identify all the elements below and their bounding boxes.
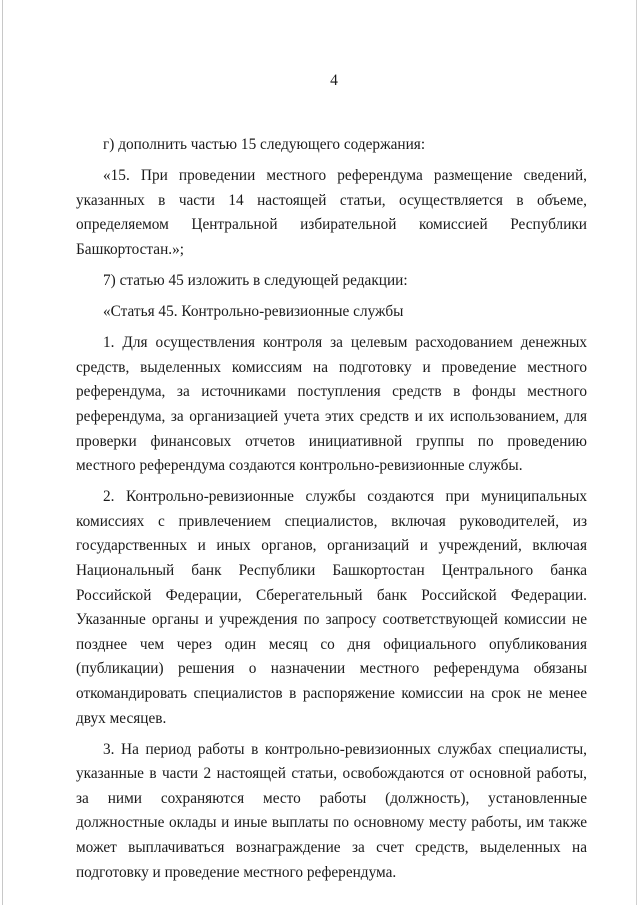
scan-edge-left [2,0,3,905]
paragraph-article-45-part-3: 3. На период работы в контрольно-ревизионных службах специалисты, указанные в части 2 настоящей статьи, освобождаются от основной работы, за ними сохраняются место работы (должность), установленные должностные оклады и иные выплаты по основному месту работы, им также может выплачиваться вознаграждение за счет средств, выделенных на подготовку и проведение местного референдума. [76,740,587,881]
page-number: 4 [330,72,338,89]
paragraph-amendment-g: г) дополнить частью 15 следующего содержания: [103,136,426,153]
paragraph-part-15: «15. При проведении местного референдума размещение сведений, указанных в части 14 настоящей статьи, осуществляется в объеме, определяемом Центральной избирательной комиссией Республики Башкортостан.»; [76,167,587,258]
scan-edge-right [636,0,637,905]
paragraph-article-45-part-1: 1. Для осуществления контроля за целевым расходованием денежных средств, выделенных комиссиям на подготовку и проведение местного референдума, за источниками поступления средств в фонды местного референдума, за организацией учета этих средств и их использованием, для проверки финансовых отчетов инициативной группы по проведению местного референдума создаются контрольно-ревизионные службы. [76,334,587,475]
paragraph-item-7: 7) статью 45 изложить в следующей редакции: [103,271,408,289]
paragraph-article-45-part-2: 2. Контрольно-ревизионные службы создаются при муниципальных комиссиях с привлечением специалистов, включая руководителей, из государственных и иных органов, организаций и учреждений, включая Национальный банк Республики Башкортостан Центрального банка Российской Федерации, Сберегательный банк Российской Федерации. Указанные органы и учреждения по запросу соответствующей комиссии не позднее чем через один месяц со дня официального опубликования (публикации) решения о назначении местного референдума обязаны откомандировать специалистов в распоряжение комиссии на срок не менее двух месяцев. [76,488,587,727]
article-45-heading: «Статья 45. Контрольно-ревизионные службы [103,303,404,321]
document-body [76,133,587,892]
